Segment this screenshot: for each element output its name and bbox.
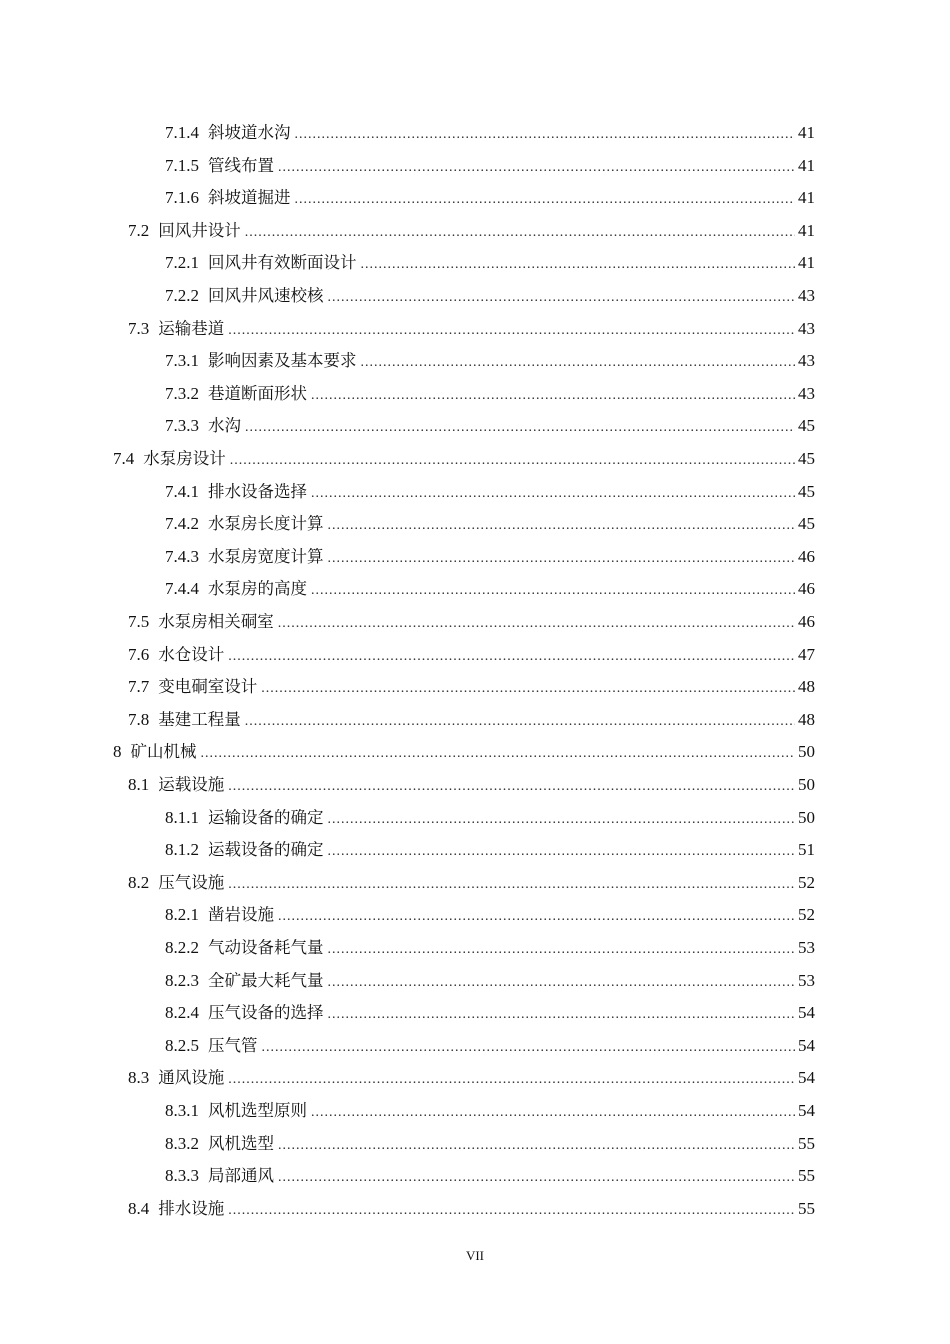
- toc-entry[interactable]: [0, 576, 815, 602]
- toc-entry-page: 47: [798, 644, 815, 664]
- toc-entry[interactable]: [0, 609, 815, 635]
- toc-entry-page: 50: [798, 775, 815, 794]
- toc-entry[interactable]: [0, 674, 815, 700]
- toc-entry-title: 运输巷道: [158, 318, 225, 338]
- toc-entry-page: 46: [798, 579, 815, 599]
- toc-entry-page: 43: [798, 383, 815, 403]
- toc-entry[interactable]: [0, 348, 815, 374]
- toc-entry-title: 风机选型: [208, 1133, 274, 1153]
- toc-entry[interactable]: [0, 870, 815, 896]
- toc-leader-dots: [228, 1198, 795, 1224]
- toc-entry-title: 巷道断面形状: [208, 383, 307, 403]
- toc-leader-dots: [361, 350, 796, 376]
- toc-entry[interactable]: [0, 902, 815, 928]
- toc-entry-page: 53: [798, 970, 815, 990]
- toc-entry-page: 45: [798, 514, 815, 534]
- toc-entry[interactable]: [0, 642, 815, 668]
- toc-entry[interactable]: [0, 479, 815, 505]
- toc-entry-number: 8.3.2: [165, 1133, 199, 1153]
- toc-entry-title: 排水设备选择: [208, 481, 307, 501]
- toc-entry-number: 8.2.2: [165, 938, 199, 957]
- toc-entry-title: 回风井风速校核: [208, 286, 324, 305]
- toc-leader-dots: [328, 285, 796, 311]
- toc-entry-number: 7.4.1: [165, 481, 199, 501]
- toc-entry-number: 8.2: [128, 872, 150, 892]
- toc-entry-number: 7.4: [113, 449, 135, 468]
- toc-entry[interactable]: [0, 772, 815, 798]
- toc-entry-title: 通风设施: [158, 1068, 225, 1088]
- page-number-footer: VII: [465, 1248, 485, 1263]
- toc-entry-title: 斜坡道掘进: [208, 188, 291, 208]
- toc-entry-title: 排水设施: [158, 1198, 225, 1218]
- toc-entry-title: 水沟: [208, 416, 241, 436]
- toc-entry-number: 8.3.1: [165, 1101, 199, 1120]
- toc-leader-dots: [261, 676, 795, 702]
- toc-entry[interactable]: [0, 446, 815, 472]
- toc-entry-title: 水泵房宽度计算: [208, 546, 324, 566]
- toc-entry-page: 55: [798, 1166, 815, 1186]
- toc-entry-title: 管线布置: [208, 155, 274, 175]
- toc-leader-dots: [295, 187, 796, 213]
- toc-entry[interactable]: [0, 739, 815, 765]
- toc-leader-dots: [278, 1165, 795, 1191]
- toc-entry-number: 8.1.1: [165, 807, 199, 827]
- toc-entry-title: 压气设施: [158, 872, 225, 892]
- toc-entry-page: 50: [798, 807, 815, 827]
- toc-entry-page: 43: [798, 318, 815, 338]
- toc-entry-title: 斜坡道水沟: [208, 123, 291, 142]
- toc-entry-number: 7.1.6: [165, 188, 199, 208]
- toc-entry[interactable]: [0, 283, 815, 309]
- toc-entry-page: 55: [798, 1133, 815, 1153]
- toc-leader-dots: [328, 513, 796, 539]
- toc-leader-dots: [245, 415, 795, 441]
- toc-entry-page: 52: [798, 905, 815, 925]
- toc-entry-number: 7.3.3: [165, 416, 199, 436]
- toc-leader-dots: [311, 481, 795, 507]
- toc-entry-number: 8.2.4: [165, 1003, 199, 1023]
- toc-entry[interactable]: [0, 250, 815, 276]
- toc-entry-number: 8.3: [128, 1068, 150, 1088]
- toc-leader-dots: [328, 546, 796, 572]
- toc-entry-title: 影响因素及基本要求: [208, 351, 357, 371]
- toc-leader-dots: [278, 1133, 795, 1159]
- toc-leader-dots: [278, 611, 795, 637]
- toc-entry-number: 7.1.5: [165, 155, 199, 175]
- toc-leader-dots: [245, 220, 795, 246]
- toc-entry-number: 8.2.3: [165, 970, 199, 990]
- toc-entry-number: 7.4.2: [165, 514, 199, 534]
- toc-leader-dots: [328, 839, 796, 865]
- toc-entry-page: 48: [798, 709, 815, 729]
- toc-entry-title: 压气设备的选择: [208, 1003, 324, 1023]
- toc-entry-page: 41: [798, 188, 815, 208]
- toc-entry[interactable]: [0, 1098, 815, 1124]
- toc-leader-dots: [311, 383, 795, 409]
- toc-entry-title: 运输设备的确定: [208, 807, 324, 827]
- toc-entry-number: 7.3: [128, 318, 150, 338]
- toc-entry-page: 41: [798, 253, 815, 273]
- toc-entry-title: 变电硐室设计: [158, 677, 258, 697]
- toc-leader-dots: [311, 1100, 795, 1126]
- toc-leader-dots: [278, 155, 795, 181]
- toc-entry-number: 8.2.1: [165, 905, 199, 925]
- toc-entry-number: 7.5: [128, 612, 150, 631]
- toc-entry[interactable]: [0, 511, 815, 537]
- toc-entry-number: 7.2.2: [165, 286, 199, 305]
- toc-entry-title: 水泵房相关硐室: [158, 612, 274, 631]
- toc-leader-dots: [295, 122, 796, 148]
- toc-entry[interactable]: [0, 1196, 815, 1222]
- toc-leader-dots: [245, 709, 795, 735]
- toc-entry[interactable]: [0, 185, 815, 211]
- toc-entry-title: 基建工程量: [158, 709, 241, 729]
- toc-entry-page: 50: [798, 742, 815, 762]
- toc-entry-number: 7.2.1: [165, 253, 199, 273]
- toc-entry-title: 水泵房设计: [143, 449, 226, 468]
- toc-leader-dots: [361, 252, 796, 278]
- toc-entry-number: 8.1.2: [165, 840, 199, 860]
- toc-entry-title: 水仓设计: [158, 644, 225, 664]
- toc-entry-page: 54: [798, 1035, 815, 1055]
- toc-entry-number: 8.3.3: [165, 1166, 199, 1186]
- toc-entry-page: 45: [798, 449, 815, 468]
- toc-entry-page: 54: [798, 1101, 815, 1120]
- toc-entry-title: 风机选型原则: [208, 1101, 307, 1120]
- toc-entry-title: 全矿最大耗气量: [208, 970, 324, 990]
- toc-leader-dots: [228, 318, 795, 344]
- toc-leader-dots: [328, 807, 796, 833]
- toc-leader-dots: [328, 937, 796, 963]
- toc-entry[interactable]: [0, 1065, 815, 1091]
- toc-entry[interactable]: [0, 935, 815, 961]
- toc-entry-number: 7.6: [128, 644, 150, 664]
- toc-entry-page: 54: [798, 1003, 815, 1023]
- toc-entry-page: 43: [798, 351, 815, 371]
- toc-leader-dots: [228, 774, 795, 800]
- toc-entry-page: 48: [798, 677, 815, 697]
- toc-entry-page: 41: [798, 123, 815, 142]
- toc-leader-dots: [278, 904, 795, 930]
- toc-entry[interactable]: [0, 1163, 815, 1189]
- toc-leader-dots: [228, 1067, 795, 1093]
- toc-leader-dots: [262, 1035, 796, 1061]
- toc-entry-title: 矿山机械: [130, 742, 197, 762]
- toc-entry-page: 43: [798, 286, 815, 305]
- toc-entry[interactable]: [0, 805, 815, 831]
- toc-entry[interactable]: [0, 316, 815, 342]
- toc-leader-dots: [228, 872, 795, 898]
- toc-entry-title: 气动设备耗气量: [208, 938, 324, 957]
- toc-entry-page: 55: [798, 1198, 815, 1218]
- toc-entry-number: 7.3.1: [165, 351, 199, 371]
- toc-entry-title: 回风井设计: [158, 220, 241, 240]
- toc-entry[interactable]: [0, 1000, 815, 1026]
- toc-entry-page: 46: [798, 612, 815, 631]
- toc-entry[interactable]: [0, 381, 815, 407]
- toc-entry[interactable]: [0, 1033, 815, 1059]
- toc-entry-page: 41: [798, 220, 815, 240]
- toc-entry-page: 53: [798, 938, 815, 957]
- toc-entry[interactable]: [0, 153, 815, 179]
- toc-entry-title: 运载设备的确定: [208, 840, 324, 860]
- toc-entry[interactable]: [0, 837, 815, 863]
- toc-leader-dots: [328, 1002, 796, 1028]
- toc-entry[interactable]: [0, 1131, 815, 1157]
- toc-entry-page: 51: [798, 840, 815, 860]
- toc-entry-title: 水泵房的高度: [208, 579, 307, 599]
- toc-entry-title: 水泵房长度计算: [208, 514, 324, 534]
- toc-entry-title: 局部通风: [208, 1166, 274, 1186]
- toc-entry-number: 8.1: [128, 775, 150, 794]
- toc-entry-number: 7.2: [128, 220, 150, 240]
- toc-entry[interactable]: [0, 413, 815, 439]
- toc-entry-page: 52: [798, 872, 815, 892]
- toc-entry-number: 7.4.3: [165, 546, 199, 566]
- toc-entry-page: 41: [798, 155, 815, 175]
- toc-entry-page: 46: [798, 546, 815, 566]
- toc-entry-number: 8.4: [128, 1198, 150, 1218]
- toc-entry-page: 45: [798, 416, 815, 436]
- toc-leader-dots: [328, 970, 796, 996]
- toc-entry-number: 8.2.5: [165, 1035, 199, 1055]
- toc-entry-title: 凿岩设施: [208, 905, 274, 925]
- toc-leader-dots: [201, 741, 796, 767]
- toc-entry-title: 运载设施: [158, 775, 225, 794]
- toc-entry-number: 8: [113, 742, 122, 762]
- toc-entry-title: 回风井有效断面设计: [208, 253, 357, 273]
- toc-entry-number: 7.7: [128, 677, 150, 697]
- toc-entry-number: 7.4.4: [165, 579, 199, 599]
- toc-entry[interactable]: [0, 544, 815, 570]
- toc-entry[interactable]: [0, 968, 815, 994]
- toc-entry[interactable]: [0, 707, 815, 733]
- toc-entry-number: 7.8: [128, 709, 150, 729]
- toc-entry-title: 压气管: [208, 1035, 258, 1055]
- toc-entry[interactable]: [0, 218, 815, 244]
- toc-entry-page: 45: [798, 481, 815, 501]
- toc-entry-number: 7.1.4: [165, 123, 199, 142]
- toc-entry-page: 54: [798, 1068, 815, 1088]
- toc-leader-dots: [311, 578, 795, 604]
- toc-leader-dots: [230, 448, 795, 474]
- toc-entry-number: 7.3.2: [165, 383, 199, 403]
- toc-leader-dots: [228, 644, 795, 670]
- toc-entry[interactable]: [0, 120, 815, 146]
